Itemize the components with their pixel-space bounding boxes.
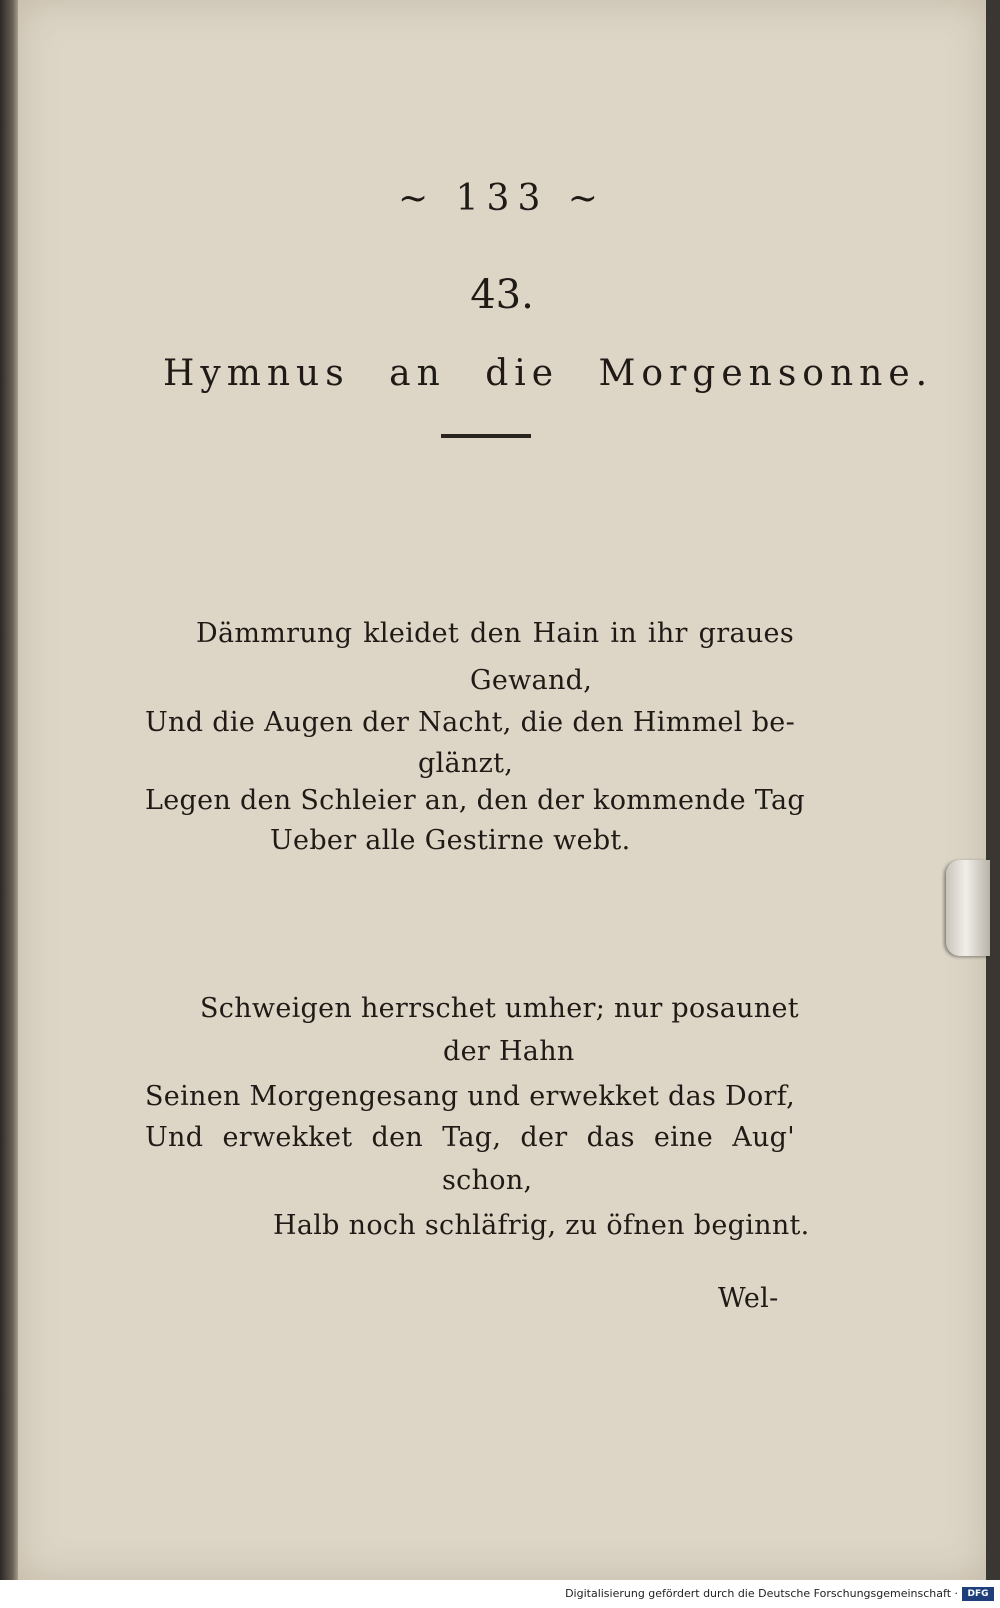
catchword: Wel- (718, 1283, 779, 1314)
bookmark-tab (946, 860, 990, 956)
poem-number: 43. (470, 272, 534, 318)
title-rule (441, 434, 531, 438)
footer-credit: Digitalisierung gefördert durch die Deutsche Forschungsgemeinschaft · (565, 1587, 958, 1600)
running-head-page-number: ~ 133 ~ (398, 178, 606, 219)
stanza2-line-1: Schweigen herrschet umher; nur posaunet (200, 993, 799, 1024)
stanza1-line-6: Ueber alle Gestirne webt. (270, 825, 631, 856)
digitization-footer (0, 1580, 1000, 1608)
poem-title: Hymnus an die Morgensonne. (163, 353, 934, 394)
stanza1-line-2: Gewand, (470, 665, 593, 696)
stanza2-line-6: Halb noch schläfrig, zu öfnen beginnt. (273, 1210, 810, 1241)
dfg-logo-icon: DFG (962, 1587, 994, 1601)
stanza2-line-4: Und erwekket den Tag, der das eine Aug' (145, 1122, 795, 1153)
stanza2-line-5: schon, (442, 1165, 533, 1196)
stanza1-line-4: glänzt, (418, 748, 514, 779)
book-page (18, 0, 986, 1580)
stanza1-line-1: Dämmrung kleidet den Hain in ihr graues (196, 618, 794, 649)
stanza2-line-2: der Hahn (443, 1036, 575, 1067)
stanza1-line-5: Legen den Schleier an, den der kommende Tag (145, 785, 805, 816)
stanza2-line-3: Seinen Morgengesang und erwekket das Dorf, (145, 1081, 795, 1112)
book-spine-edge (0, 0, 18, 1580)
stanza1-line-3: Und die Augen der Nacht, die den Himmel be- (145, 707, 795, 738)
